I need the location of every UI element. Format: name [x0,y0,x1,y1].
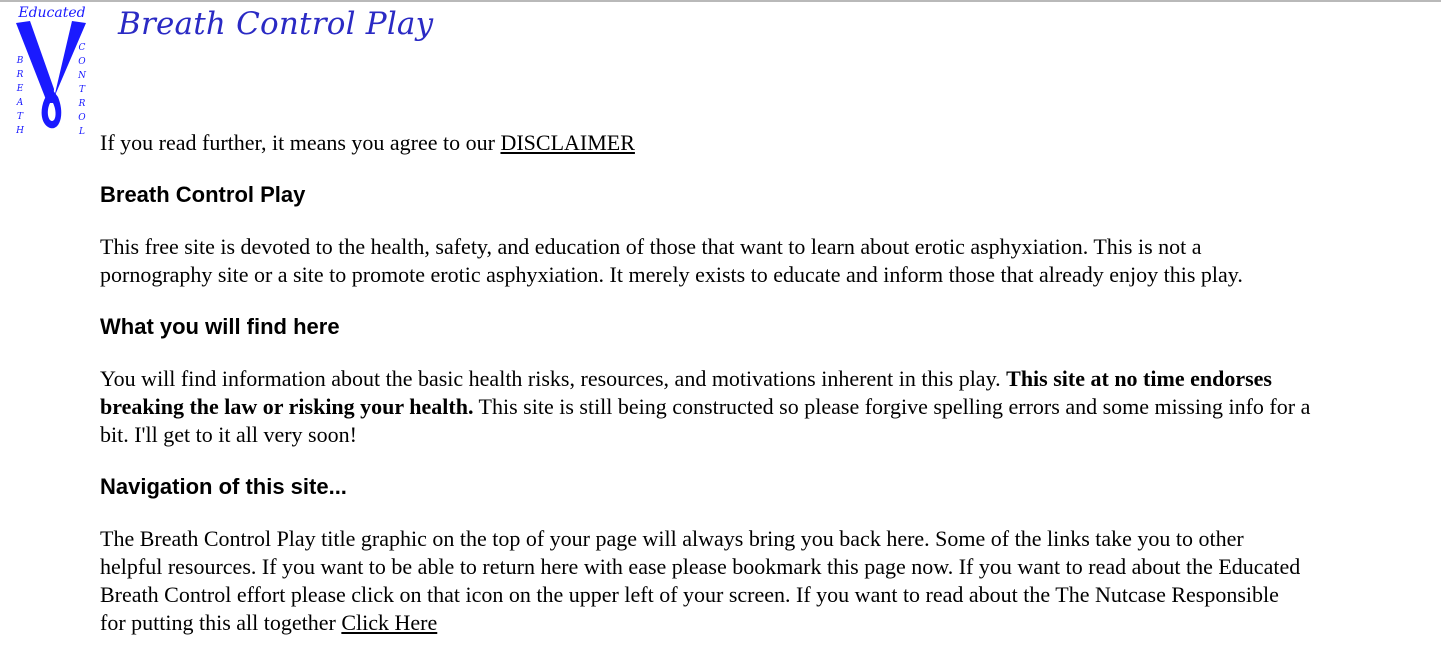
logo-letter: R [78,99,86,109]
find-text: You will find information about the basic health risks, resources, and motivations inherent in this play. [100,366,1007,391]
logo-letter: O [78,57,86,67]
disclaimer-prefix: If you read further, it means you agree to our [100,130,501,155]
endorsement-warning-cont: breaking the law or risking your health. [100,394,474,419]
disclaimer-link[interactable]: DISCLAIMER [500,130,635,155]
intro-line-1: This free site is devoted to the health, safety, and education of those that want to learn about erotic asphyxiation. This is not a [100,234,1202,259]
nav-line-1: The Breath Control Play title graphic on the top of your page will always bring you back here. Some of the links take you to other [100,526,1244,551]
spacer [100,501,1435,525]
find-line-2 [100,393,1435,421]
top-divider [0,0,1441,2]
disclaimer-notice [100,129,1435,157]
logo-letter: N [78,71,86,81]
logo-letter: H [16,126,24,136]
logo-letter: T [16,112,24,122]
section-heading-breath-control: Breath Control Play [100,182,306,207]
logo-letter: A [16,98,24,108]
logo-letter: B [16,56,24,66]
spacer [100,209,1435,233]
site-title-graphic[interactable]: Breath Control Play [118,6,434,42]
ribbon-icon [12,3,92,140]
educated-breath-control-logo[interactable] [12,3,92,140]
main-content [100,129,1435,637]
logo-letter: C [78,43,86,53]
logo-letter: E [16,84,24,94]
logo-top-text: Educated [18,5,86,21]
section-heading-what-you-will-find: What you will find here [100,314,340,339]
spacer [100,449,1435,473]
find-line-1 [100,365,1435,393]
nav-line-2: helpful resources. If you want to be able to return here with ease please bookmark this page now. If you want to read about the Educated [100,554,1301,579]
about-author-link[interactable]: Click Here [341,610,438,635]
intro-line-2: pornography site or a site to promote erotic asphyxiation. It merely exists to educate and inform those that already enjoy this play. [100,262,1243,287]
nav-text: for putting this all together [100,610,342,635]
logo-letter: O [78,113,86,123]
spacer [100,289,1435,313]
spacer [100,341,1435,365]
spacer [100,157,1435,181]
section-heading-navigation: Navigation of this site... [100,474,347,499]
logo-letter: R [16,70,24,80]
find-text-cont: This site is still being constructed so please forgive spelling errors and some missing info for a [473,394,1311,419]
logo-letter: L [79,127,85,137]
endorsement-warning: This site at no time endorses [1006,366,1272,391]
nav-line-3: Breath Control effort please click on that icon on the upper left of your screen. If you want to read about the The Nutcase Responsible [100,582,1279,607]
find-line-3: bit. I'll get to it all very soon! [100,422,357,447]
logo-letter: T [78,85,86,95]
nav-line-4 [100,609,1435,637]
